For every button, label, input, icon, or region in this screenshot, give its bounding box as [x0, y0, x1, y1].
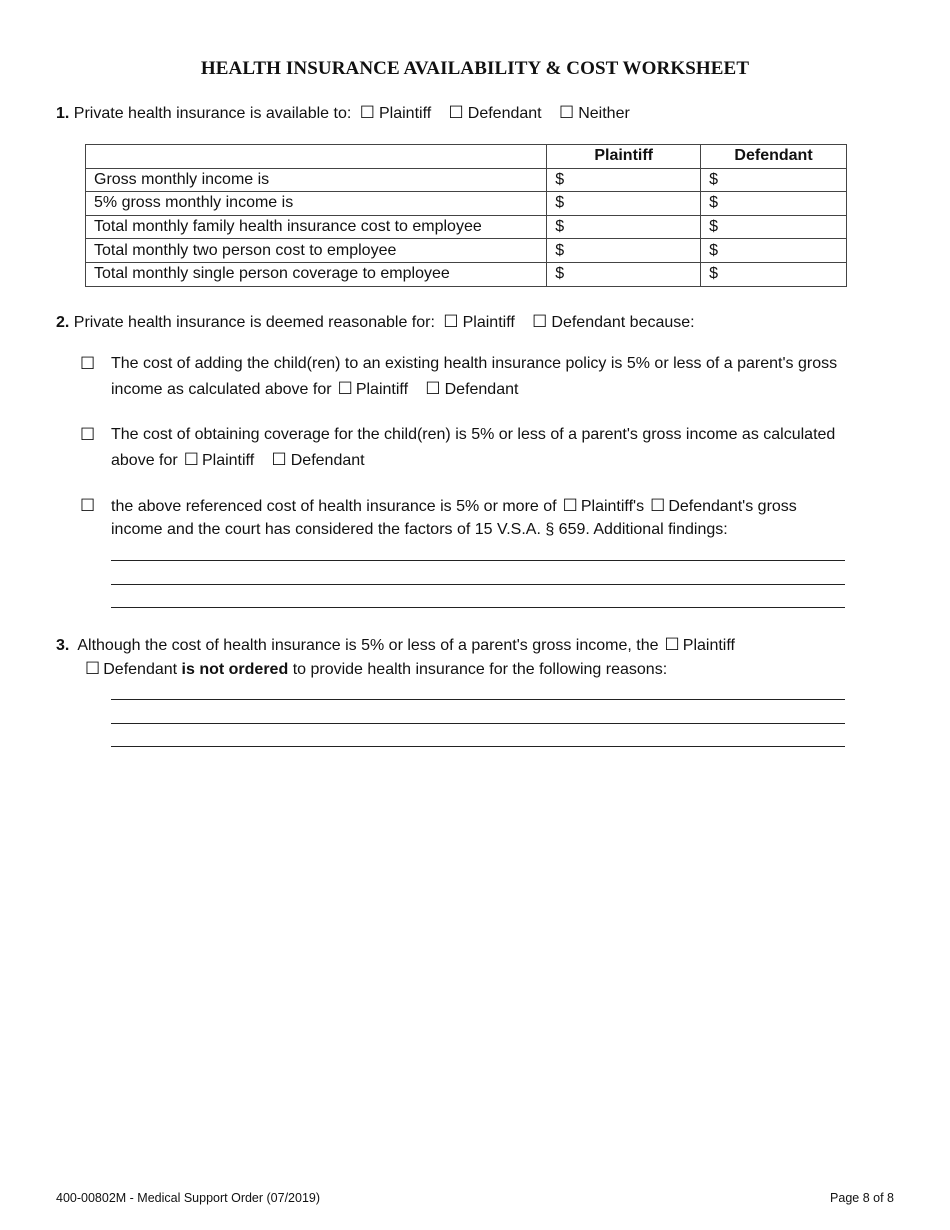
- q3-plaintiff-checkbox[interactable]: ☐: [664, 635, 680, 654]
- defendant-amount-field[interactable]: $: [701, 168, 847, 192]
- q2b-checkbox[interactable]: ☐: [80, 425, 96, 444]
- q2a-plaintiff-checkbox[interactable]: ☐: [337, 379, 353, 398]
- q2-defendant-label: Defendant because:: [551, 314, 695, 331]
- reasons-blank-line-3[interactable]: [111, 746, 845, 747]
- row-label: Gross monthly income is: [86, 168, 547, 192]
- page-title: HEALTH INSURANCE AVAILABILITY & COST WORKSHEET: [200, 58, 750, 79]
- reasons-blank-line-1[interactable]: [111, 699, 845, 700]
- q2a-defendant-checkbox[interactable]: ☐: [425, 379, 441, 398]
- footer-form-number: 400-00802M - Medical Support Order (07/2019): [56, 1191, 321, 1205]
- findings-blank-line-3[interactable]: [111, 607, 845, 608]
- q2a-plaintiff-label: Plaintiff: [355, 381, 409, 398]
- q3-defendant-label: Defendant: [103, 661, 178, 678]
- q3-row: [56, 635, 735, 656]
- q2c-checkbox[interactable]: ☐: [80, 496, 96, 515]
- q2b-defendant-checkbox[interactable]: ☐: [271, 450, 287, 469]
- defendant-amount-field[interactable]: $: [701, 239, 847, 263]
- q2b-line2-row: [111, 450, 365, 471]
- plaintiff-amount-field[interactable]: $: [547, 262, 701, 286]
- defendant-amount-field[interactable]: $: [701, 192, 847, 216]
- q2-text: Private health insurance is deemed reasonable for:: [73, 314, 435, 331]
- q1-plaintiff-checkbox[interactable]: ☐: [359, 103, 375, 122]
- plaintiff-amount-field[interactable]: $: [547, 168, 701, 192]
- q2-plaintiff-label: Plaintiff: [462, 314, 515, 331]
- table-row: [86, 239, 847, 263]
- q2a-line1: The cost of adding the child(ren) to an existing health insurance policy is 5% or less of a parent's gross: [111, 355, 838, 372]
- footer-page-number: Page 8 of 8: [830, 1191, 894, 1205]
- table-header-blank: [86, 145, 547, 169]
- q2b-line1: The cost of obtaining coverage for the child(ren) is 5% or less of a parent's gross income as calculated: [111, 426, 836, 443]
- q2c-plaintiff-label: Plaintiff's: [580, 498, 645, 515]
- income-cost-table: [85, 144, 847, 287]
- row-label: Total monthly single person coverage to employee: [86, 262, 547, 286]
- row-label: 5% gross monthly income is: [86, 192, 547, 216]
- plaintiff-amount-field[interactable]: $: [547, 215, 701, 239]
- plaintiff-amount-field[interactable]: $: [547, 192, 701, 216]
- q2-defendant-checkbox[interactable]: ☐: [532, 312, 548, 331]
- q2-number: 2.: [56, 314, 70, 331]
- q3-line2-row: [85, 659, 667, 680]
- q1-plaintiff-label: Plaintiff: [379, 105, 432, 122]
- q2c-defendant-label: Defendant's gross: [668, 498, 797, 515]
- q1-text: Private health insurance is available to:: [73, 105, 352, 122]
- q2-plaintiff-checkbox[interactable]: ☐: [443, 312, 459, 331]
- reasons-blank-line-2[interactable]: [111, 723, 845, 724]
- q2b-line2: above for: [111, 452, 178, 469]
- defendant-amount-field[interactable]: $: [701, 262, 847, 286]
- table-row: [86, 215, 847, 239]
- q3-line1: Although the cost of health insurance is 5% or less of a parent's gross income, the: [77, 637, 659, 654]
- q2a-line2: income as calculated above for: [111, 381, 332, 398]
- q1-number: 1.: [56, 105, 70, 122]
- q1-row: [56, 103, 630, 124]
- q2a-line2-row: [111, 379, 518, 400]
- findings-blank-line-1[interactable]: [111, 560, 845, 561]
- q2c-line1: the above referenced cost of health insurance is 5% or more of: [111, 498, 557, 515]
- q2b-plaintiff-label: Plaintiff: [201, 452, 255, 469]
- plaintiff-amount-field[interactable]: $: [547, 239, 701, 263]
- table-header-plaintiff: Plaintiff: [547, 145, 701, 169]
- q1-defendant-checkbox[interactable]: ☐: [448, 103, 464, 122]
- findings-blank-line-2[interactable]: [111, 584, 845, 585]
- q3-defendant-checkbox[interactable]: ☐: [85, 659, 101, 678]
- q2a-checkbox[interactable]: ☐: [80, 354, 96, 373]
- q1-neither-label: Neither: [578, 105, 630, 122]
- q2c-defendant-checkbox[interactable]: ☐: [650, 496, 666, 515]
- q3-number: 3.: [56, 637, 70, 654]
- q2c-line2: income and the court has considered the factors of 15 V.S.A. § 659. Additional findings:: [111, 521, 728, 538]
- q2a-defendant-label: Defendant: [444, 381, 519, 398]
- q2b-defendant-label: Defendant: [290, 452, 365, 469]
- defendant-amount-field[interactable]: $: [701, 215, 847, 239]
- table-row: [86, 262, 847, 286]
- q3-plaintiff-label: Plaintiff: [682, 637, 735, 654]
- q2b-plaintiff-checkbox[interactable]: ☐: [183, 450, 199, 469]
- q3-line2: to provide health insurance for the following reasons:: [292, 661, 668, 678]
- table-header-defendant: Defendant: [701, 145, 847, 169]
- table-row: [86, 192, 847, 216]
- row-label: Total monthly family health insurance cost to employee: [86, 215, 547, 239]
- q2-row: [56, 312, 695, 333]
- row-label: Total monthly two person cost to employee: [86, 239, 547, 263]
- q1-defendant-label: Defendant: [467, 105, 542, 122]
- q3-not-ordered: is not ordered: [181, 661, 289, 678]
- q2c-line1-row: [111, 496, 797, 517]
- table-header-row: [86, 145, 847, 169]
- q1-neither-checkbox[interactable]: ☐: [558, 103, 575, 122]
- q2c-plaintiff-checkbox[interactable]: ☐: [562, 496, 578, 515]
- table-row: [86, 168, 847, 192]
